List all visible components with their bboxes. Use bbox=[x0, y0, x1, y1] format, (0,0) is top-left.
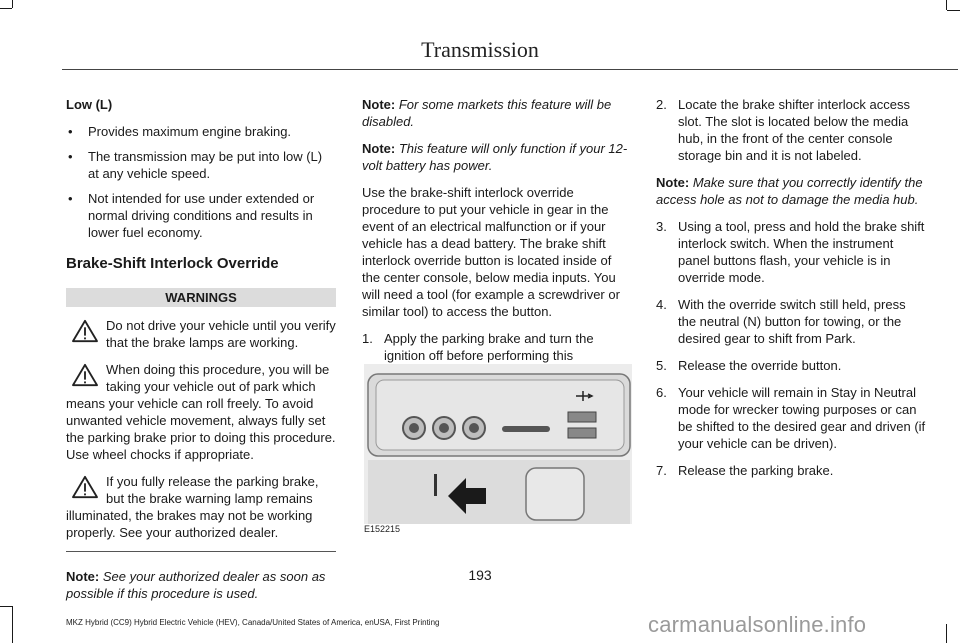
warning-icon bbox=[70, 363, 100, 387]
note bbox=[362, 140, 632, 174]
warning-item bbox=[66, 361, 336, 463]
step-text: Apply the parking brake and turn the ignition off before performing this bbox=[384, 331, 594, 363]
step-number: 3. bbox=[656, 219, 667, 234]
watermark: carmanualsonline.info bbox=[648, 612, 867, 637]
list-item: • The transmission may be put into low (L) at any vehicle speed. bbox=[66, 148, 336, 182]
console-illustration bbox=[364, 364, 632, 524]
note-label: Note: bbox=[66, 569, 100, 584]
warnings-header: WARNINGS bbox=[66, 288, 336, 307]
subheading-low: Low (L) bbox=[66, 97, 113, 112]
note-text: This feature will only function if your 12-volt battery has power. bbox=[362, 141, 628, 173]
step-number: 2. bbox=[656, 97, 667, 112]
list-item bbox=[656, 296, 926, 347]
warning-text: Do not drive your vehicle until you verify that the brake lamps are working. bbox=[106, 318, 336, 350]
note bbox=[656, 174, 926, 208]
body-paragraph: Use the brake-shift interlock override procedure to put your vehicle in gear in the event of an electrical malfunction or if your vehicle has a dead battery. The brake shift interlock override button is located inside of the center console, below media inputs. You will need a tool (for example a screwdriver or similar tool) to access the button. bbox=[362, 185, 620, 319]
crop-mark bbox=[947, 10, 960, 11]
note bbox=[362, 96, 632, 130]
step-text: With the override switch still held, press the neutral (N) button for towing, or the desired gear to shift from Park. bbox=[678, 297, 906, 346]
note-text: Make sure that you correctly identify the access hole as not to damage the media hub. bbox=[656, 175, 923, 207]
warning-text: When doing this procedure, you will be taking your vehicle out of park which means your vehicle can roll freely. To avoid unwanted vehicle movement, always fully set the parking brake prior to doing this procedure. Use wheel chocks if appropriate. bbox=[66, 362, 336, 462]
header-divider bbox=[62, 69, 958, 70]
crop-mark bbox=[946, 0, 947, 10]
step-text: Your vehicle will remain in Stay in Neutral mode for wrecker towing purposes or can be shifted to the desired gear and driven (if your vehicle can be driven). bbox=[678, 385, 926, 451]
step-number: 7. bbox=[656, 463, 667, 478]
page-number: 193 bbox=[468, 567, 492, 583]
figure-label: E152215 bbox=[364, 524, 401, 534]
list-item bbox=[656, 384, 926, 452]
warning-item bbox=[66, 317, 336, 351]
note-text: See your authorized dealer as soon as possible if this procedure is used. bbox=[66, 569, 326, 601]
step-list bbox=[656, 218, 926, 479]
column-left bbox=[66, 96, 336, 612]
note-label: Note: bbox=[362, 141, 396, 156]
list-item: • Provides maximum engine braking. bbox=[66, 123, 336, 140]
list-item bbox=[656, 357, 926, 374]
section-heading: Brake-Shift Interlock Override bbox=[66, 255, 279, 272]
crop-mark bbox=[0, 606, 12, 607]
publication-footer: MKZ Hybrid (CC9) Hybrid Electric Vehicle (HEV), Canada/United States of America, enUSA, First Printing bbox=[66, 618, 440, 627]
list-item: • Not intended for use under extended or normal driving conditions and results in lower fuel economy. bbox=[66, 190, 336, 241]
step-text: Using a tool, press and hold the brake shift interlock switch. When the instrument panel buttons flash, your vehicle is in override mode. bbox=[678, 219, 925, 285]
step-number: 6. bbox=[656, 385, 667, 400]
step-text: Release the parking brake. bbox=[678, 463, 834, 478]
console-media-hub-image bbox=[364, 364, 632, 524]
page-title: Transmission bbox=[421, 37, 539, 62]
step-text: Release the override button. bbox=[678, 358, 842, 373]
list-item bbox=[656, 218, 926, 286]
note-label: Note: bbox=[362, 97, 396, 112]
crop-mark bbox=[0, 8, 12, 9]
step-text: Locate the brake shifter interlock access slot. The slot is located below the media hub, in the front of the center console storage bin and it is not labeled. bbox=[678, 97, 910, 163]
crop-mark bbox=[12, 606, 13, 643]
warning-item bbox=[66, 473, 336, 541]
note-label: Note: bbox=[656, 175, 690, 190]
crop-mark bbox=[946, 624, 947, 643]
list-item bbox=[656, 462, 926, 479]
step-number: 4. bbox=[656, 297, 667, 312]
warning-icon bbox=[70, 475, 100, 499]
warnings-divider bbox=[66, 551, 336, 552]
warning-icon bbox=[70, 319, 100, 343]
column-right bbox=[656, 96, 926, 489]
bullet-list bbox=[66, 123, 336, 241]
crop-mark bbox=[12, 0, 13, 8]
list-item bbox=[656, 96, 926, 164]
warning-text: If you fully release the parking brake, but the brake warning lamp remains illuminated, the brakes may not be working properly. See your authorized dealer. bbox=[66, 474, 319, 540]
step-number: 5. bbox=[656, 358, 667, 373]
note-text: For some markets this feature will be disabled. bbox=[362, 97, 612, 129]
step-number: 1. bbox=[362, 331, 373, 346]
step-list bbox=[656, 96, 926, 164]
column-middle bbox=[362, 96, 632, 391]
